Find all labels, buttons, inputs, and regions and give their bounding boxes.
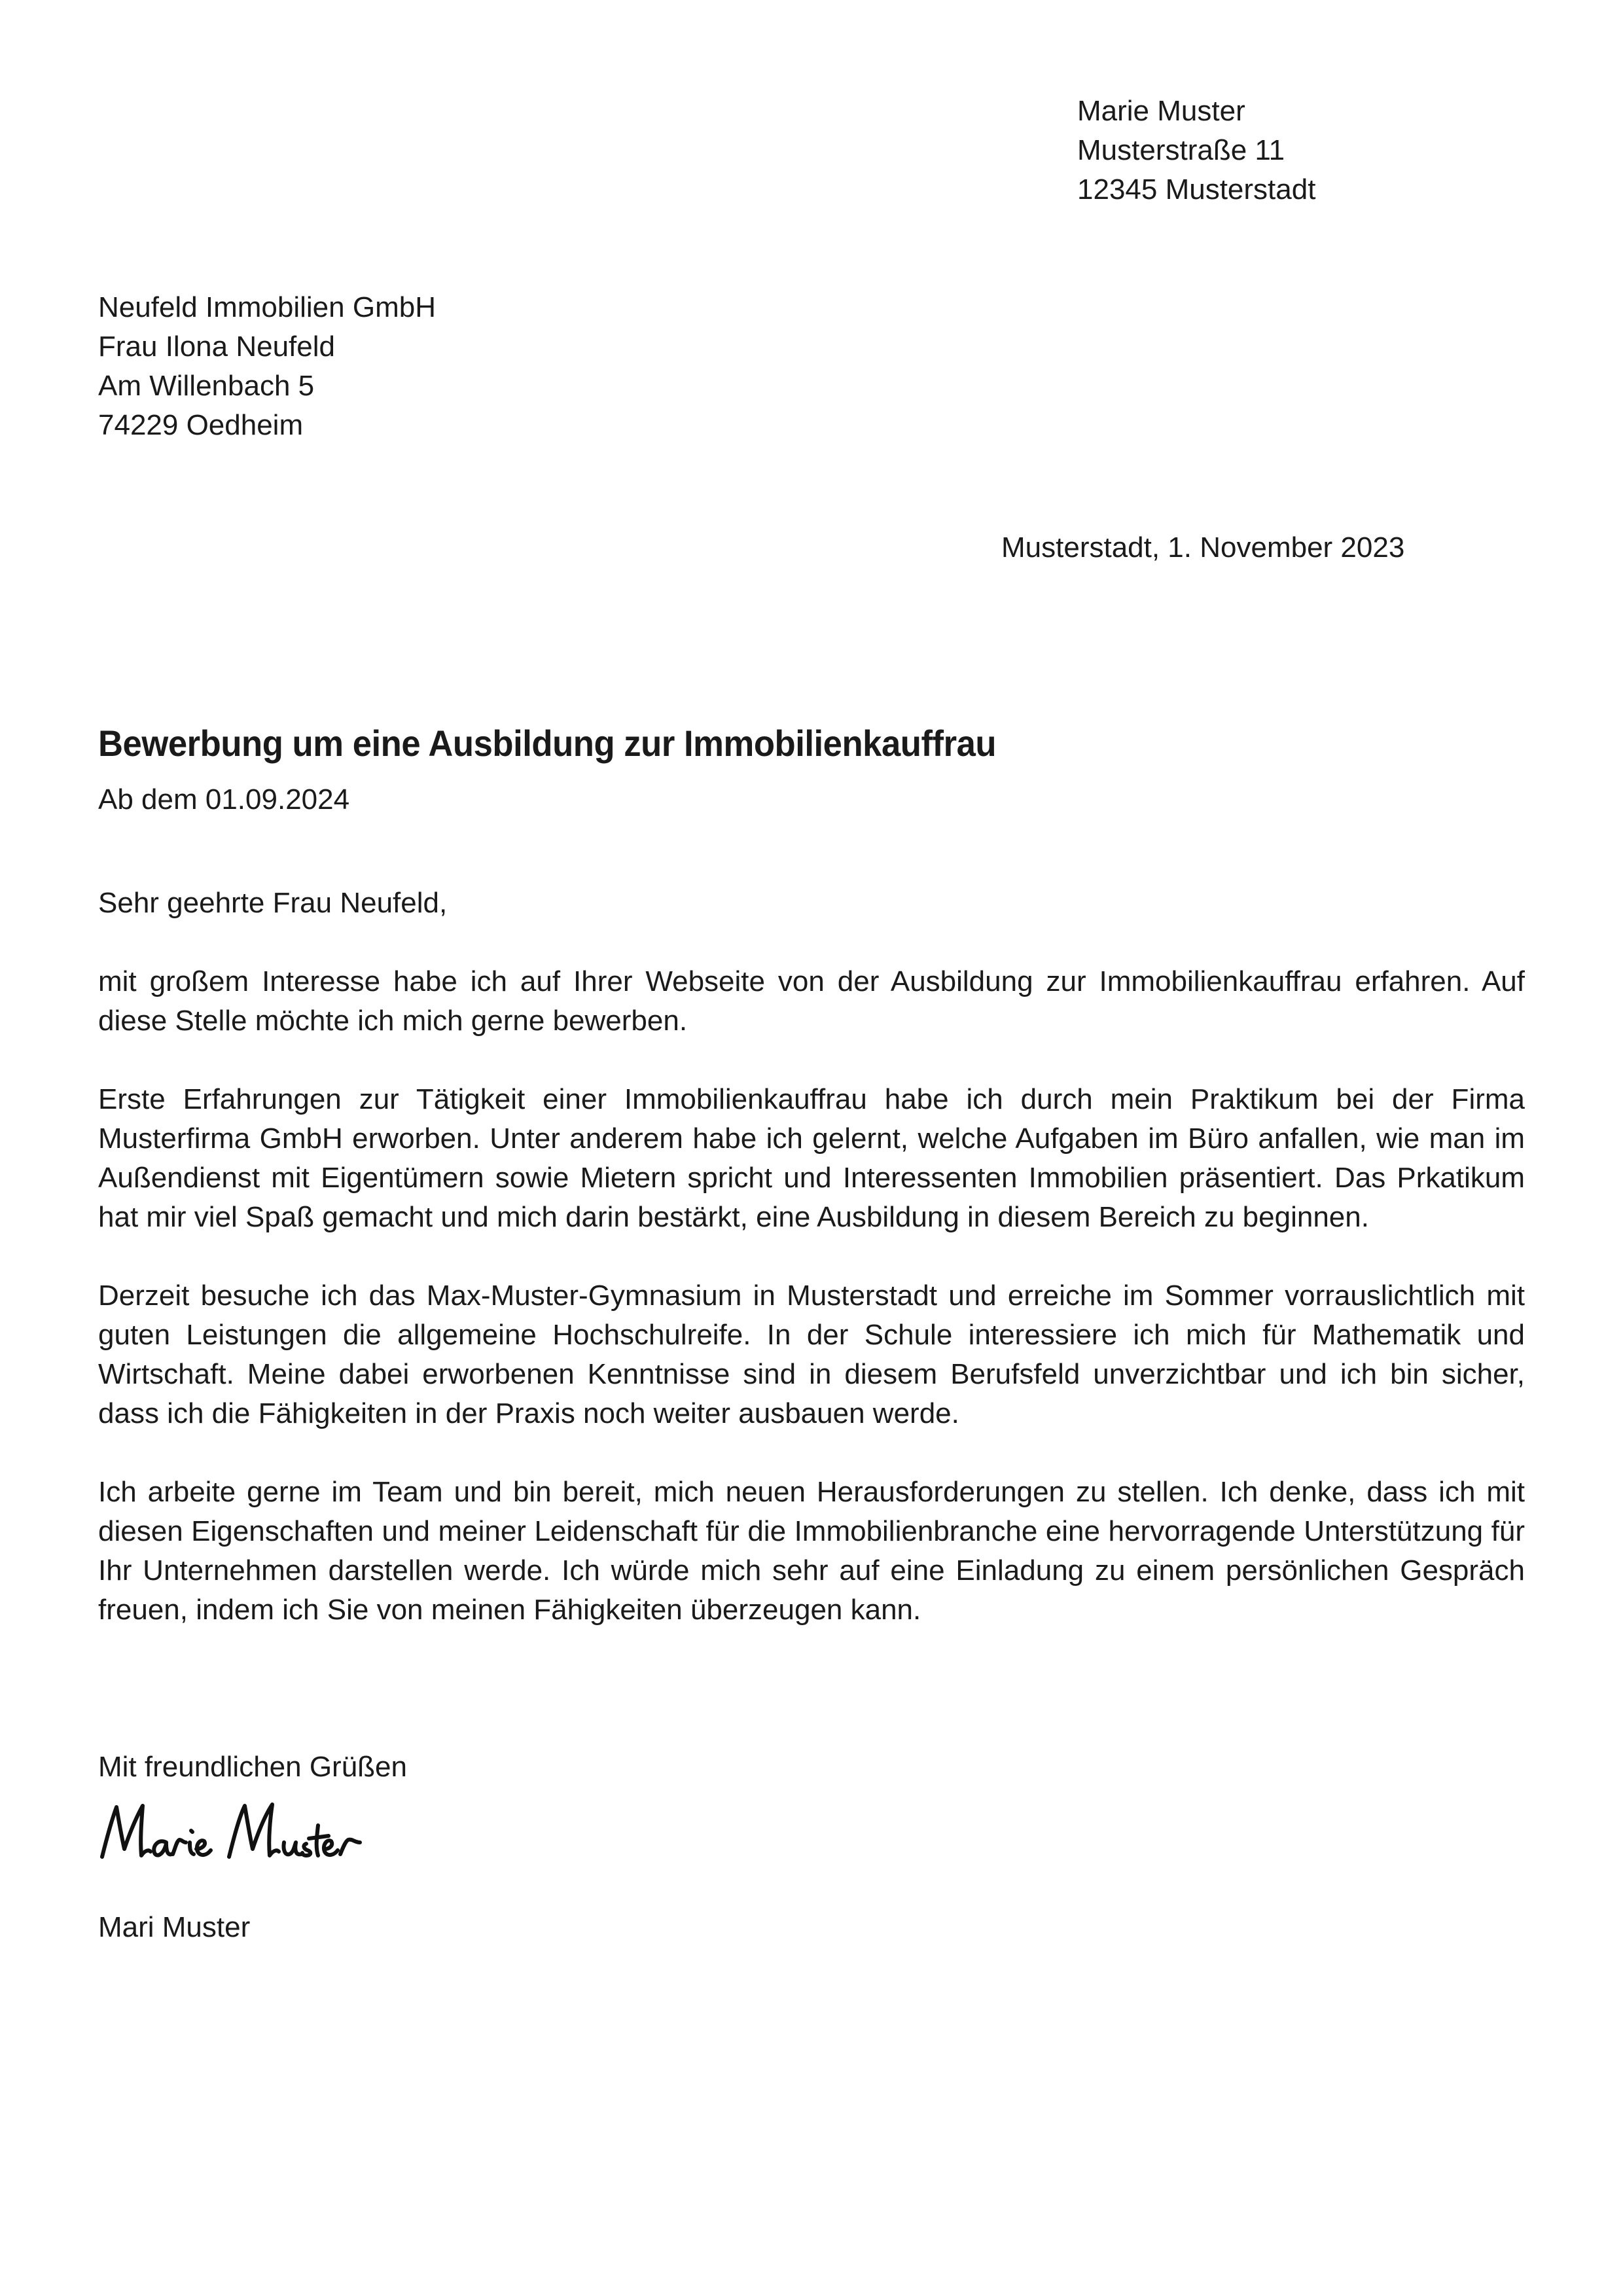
closing-text: Mit freundlichen Grüßen bbox=[98, 1751, 407, 1783]
recipient-address bbox=[98, 288, 436, 445]
closing bbox=[98, 1748, 407, 1787]
salutation-text: Sehr geehrte Frau Neufeld, bbox=[98, 887, 448, 919]
recipient-street: Am Willenbach 5 bbox=[98, 370, 315, 402]
recipient-city: 74229 Oedheim bbox=[98, 409, 304, 441]
printed-name-text: Mari Muster bbox=[98, 1911, 251, 1943]
body-paragraph-1: mit großem Interesse habe ich auf Ihrer Webseite von der Ausbildung zur Immobilienkauffrau erfahren. Auf diese Stelle möchte ich mich gerne bewerben. bbox=[98, 965, 1525, 1037]
date-text: Musterstadt, 1. November 2023 bbox=[1001, 531, 1405, 564]
printed-name bbox=[98, 1908, 250, 1947]
subject-line: Bewerbung um eine Ausbildung zur Immobilienkauffrau bbox=[98, 723, 997, 764]
sender-address bbox=[1077, 92, 1315, 209]
body-paragraph-3: Derzeit besuche ich das Max-Muster-Gymnasium in Musterstadt und erreiche im Sommer vorrauslichtlich mit guten Leistungen die allgemeine Hochschulreife. In der Schule interessiere ich mich für Mathematik und Wirtschaft. Meine dabei erworbenen Kenntnisse sind in diesem Berufsfeld unverzichtbar und ich bin sicher, dass ich die Fähigkeiten in der Praxis noch weiter ausbauen werde. bbox=[98, 1280, 1525, 1429]
sender-street: Musterstraße 11 bbox=[1077, 134, 1285, 166]
date-line bbox=[1001, 528, 1404, 567]
sender-city: 12345 Musterstadt bbox=[1077, 173, 1316, 206]
recipient-contact: Frau Ilona Neufeld bbox=[98, 331, 335, 363]
sender-name: Marie Muster bbox=[1077, 95, 1245, 127]
body-paragraph-2: Erste Erfahrungen zur Tätigkeit einer Immobilienkauffrau habe ich durch mein Praktikum bei der Firma Musterfirma GmbH erworben. Unter anderem habe ich gelernt, welche Aufgaben im Büro anfallen, wie man im Außendienst mit Eigentümern sowie Mietern spricht und Interessenten Immobilien präsentiert. Das Prkatikum hat mir viel Spaß gemacht und mich darin bestärkt, eine Ausbildung in diesem Bereich zu beginnen. bbox=[98, 1083, 1525, 1233]
salutation bbox=[98, 884, 447, 923]
start-date-text: Ab dem 01.09.2024 bbox=[98, 783, 350, 816]
start-date-line bbox=[98, 780, 349, 819]
handwritten-signature bbox=[98, 1797, 373, 1869]
recipient-company: Neufeld Immobilien GmbH bbox=[98, 291, 436, 323]
body-paragraph-4: Ich arbeite gerne im Team und bin bereit, mich neuen Herausforderungen zu stellen. Ich denke, dass ich mit diesen Eigenschaften und meiner Leidenschaft für die Immobilienbranche eine hervorragende Unterstützung für Ihr Unternehmen darstellen werde. Ich würde mich sehr auf eine Einladung zu einem persönlichen Gespräch freuen, indem ich Sie von meinen Fähigkeiten überzeugen kann. bbox=[98, 1476, 1525, 1626]
